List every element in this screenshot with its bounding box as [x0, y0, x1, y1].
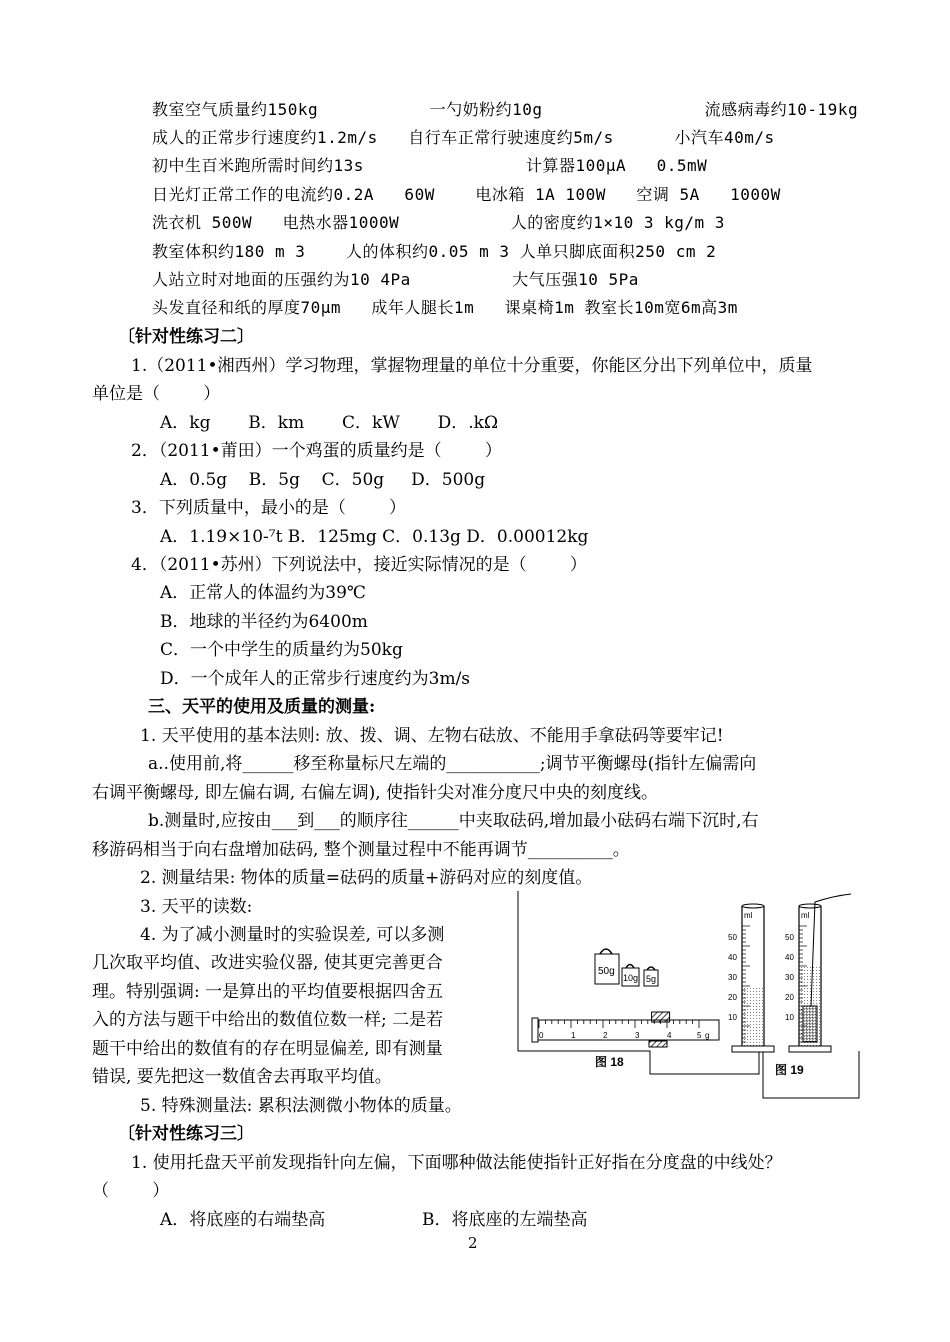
cylinder-right-scale-40: 40 [785, 953, 794, 962]
cylinder-left-scale-20: 20 [728, 993, 737, 1002]
balance-ruler [532, 1012, 719, 1047]
cylinder-left-scale-10: 10 [728, 1013, 737, 1022]
ruler-tick-2: 2 [603, 1031, 608, 1040]
cylinder-right-scale-50: 50 [785, 933, 794, 942]
cylinder-left-scale-40: 40 [728, 953, 737, 962]
practice2-q1-line1: 1.（2011•湘西州）学习物理，掌握物理量的单位十分重要，你能区分出下列单位中，质量 [131, 356, 813, 376]
section3-rule-4-line4: 入的方法与题干中给出的数值位数一样; 二是若 [92, 1010, 444, 1030]
practice2-q4-option-d: D．一个成年人的正常步行速度约为3m/s [160, 669, 471, 689]
practice2-q1-options: A．kg B．km C．kW D．.kΩ [160, 413, 499, 433]
weight-10g-label: 10g [623, 973, 639, 983]
section3-rule-2: 2. 测量结果: 物体的质量=砝码的质量+游码对应的刻度值。 [140, 868, 593, 888]
practice3-heading: 〔针对性练习三〕 [118, 1124, 254, 1144]
section3-rule-a-line2: 右调平衡螺母, 即左偏右调, 右偏左调), 使指针尖对准分度尺中央的刻度线。 [92, 783, 659, 803]
cylinder-left-scale-30: 30 [728, 973, 737, 982]
practice3-q1-option-a: A．将底座的右端垫高 [160, 1210, 326, 1230]
section3-rule-1: 1. 天平使用的基本法则: 放、拨、调、左物右砝放、不能用手拿砝码等要牢记! [140, 726, 724, 746]
practice3-q1-line2: （ ） [92, 1181, 170, 1201]
cylinder-right [785, 894, 851, 1052]
section3-rule-4-line5: 题干中给出的数值有的存在明显偏差, 即有测量 [92, 1039, 443, 1059]
ruler-tick-0: 0 [539, 1031, 544, 1040]
reference-line-3: 初中生百米跑所需时间约13s 计算器100μA 0.5mW [152, 156, 708, 175]
section3-rule-4-line2: 几次取平均值、改进实验仪器, 使其更完善更合 [92, 953, 443, 973]
submerged-object [803, 1006, 817, 1042]
section3-rule-b-line2: 移游码相当于向右盘增加砝码, 整个测量过程中不能再调节__________。 [92, 840, 630, 860]
reference-line-2: 成人的正常步行速度约1.2m/s 自行车正常行驶速度约5m/s 小汽车40m/s [152, 128, 775, 147]
practice2-q4-option-a: A．正常人的体温约为39℃ [160, 583, 366, 603]
weight-50g-label: 50g [598, 966, 615, 977]
practice3-q1-option-b: B．将底座的左端垫高 [422, 1210, 588, 1230]
weight-5g-label: 5g [646, 974, 657, 984]
practice2-q3-options: A．1.19×10-⁷t B．125mg C．0.13g D．0.00012kg [160, 527, 589, 547]
ruler-tick-5: 5 [697, 1031, 702, 1040]
reference-line-4: 日光灯正常工作的电流约0.2A 60W 电冰箱 1A 100W 空调 5A 1000W [152, 185, 781, 204]
figures-svg [515, 888, 863, 1100]
cylinder-left-unit: ml [744, 911, 753, 920]
cylinder-left-scale-50: 50 [728, 933, 737, 942]
section3-rule-4-line3: 理。特别强调: 一是算出的平均值要根据四舍五 [92, 982, 444, 1002]
reference-line-5: 洗衣机 500W 电热水器1000W 人的密度约1×10 3 kg/m 3 [152, 213, 725, 232]
reference-line-7: 人站立时对地面的压强约为10 4Pa 大气压强10 5Pa [152, 270, 639, 289]
cylinder-right-scale-10: 10 [785, 1013, 794, 1022]
section3-rule-b-line1: b.测量时,应按由___到___的顺序往______中夹取砝码,增加最小砝码右端下沉时,右 [148, 811, 759, 831]
practice2-heading: 〔针对性练习二〕 [118, 327, 254, 347]
page-number: 2 [468, 1234, 478, 1252]
ruler-tick-1: 1 [571, 1031, 576, 1040]
section3-rule-3: 3. 天平的读数: [140, 897, 253, 917]
practice3-q1-line1: 1. 使用托盘天平前发现指针向左偏，下面哪种做法能使指针正好指在分度盘的中线处？ [131, 1153, 782, 1173]
cylinder-right-scale-20: 20 [785, 993, 794, 1002]
section3-rule-4-line1: 4. 为了减小测量时的实验误差, 可以多测 [140, 925, 445, 945]
practice2-q4-option-b: B．地球的半径约为6400m [160, 612, 368, 632]
practice2-q4: 4．（2011•苏州）下列说法中，接近实际情况的是（ ） [131, 555, 587, 575]
practice2-q3: 3．下列质量中，最小的是（ ） [131, 498, 407, 518]
practice2-q2: 2．（2011•莆田）一个鸡蛋的质量约是（ ） [131, 441, 502, 461]
reference-line-6: 教室体积约180 m 3 人的体积约0.05 m 3 人单只脚底面积250 cm 2 [152, 242, 717, 261]
figure18-caption: 图 18 [595, 1055, 624, 1069]
section3-rule-a-line1: a..使用前,将______移至称量标尺左端的___________;调节平衡螺母(指针左偏需向 [148, 754, 757, 774]
practice2-q1-line2: 单位是（ ） [92, 384, 221, 404]
ruler-rider [652, 1012, 670, 1022]
cylinder-right-unit: ml [801, 911, 810, 920]
section3-heading: 三、天平的使用及质量的测量: [148, 697, 376, 717]
ruler-rider-lower [649, 1041, 667, 1047]
weight-50g [595, 949, 619, 984]
section3-rule-5: 5. 特殊测量法: 累积法测微小物体的质量。 [140, 1096, 462, 1116]
figures-18-19 [515, 888, 863, 1104]
practice2-q4-option-c: C．一个中学生的质量约为50kg [160, 640, 403, 660]
reference-line-8: 头发直径和纸的厚度70μm 成年人腿长1m 课桌椅1m 教室长10m宽6m高3m [152, 298, 738, 317]
section3-rule-4-line6: 错误, 要先把这一数值舍去再取平均值。 [92, 1067, 392, 1087]
reference-line-1: 教室空气质量约150kg 一勺奶粉约10g 流感病毒约10-19kg [152, 100, 859, 119]
weight-10g [622, 965, 639, 987]
cylinder-left [728, 904, 774, 1052]
ruler-unit: g [705, 1031, 710, 1040]
cylinder-left-liquid [743, 986, 763, 1046]
cylinder-right-scale-30: 30 [785, 973, 794, 982]
figure19-caption: 图 19 [775, 1063, 804, 1077]
ruler-tick-3: 3 [635, 1031, 640, 1040]
weight-5g [644, 967, 658, 986]
practice2-q2-options: A．0.5g B．5g C．50g D．500g [160, 470, 486, 490]
ruler-tick-4: 4 [667, 1031, 672, 1040]
